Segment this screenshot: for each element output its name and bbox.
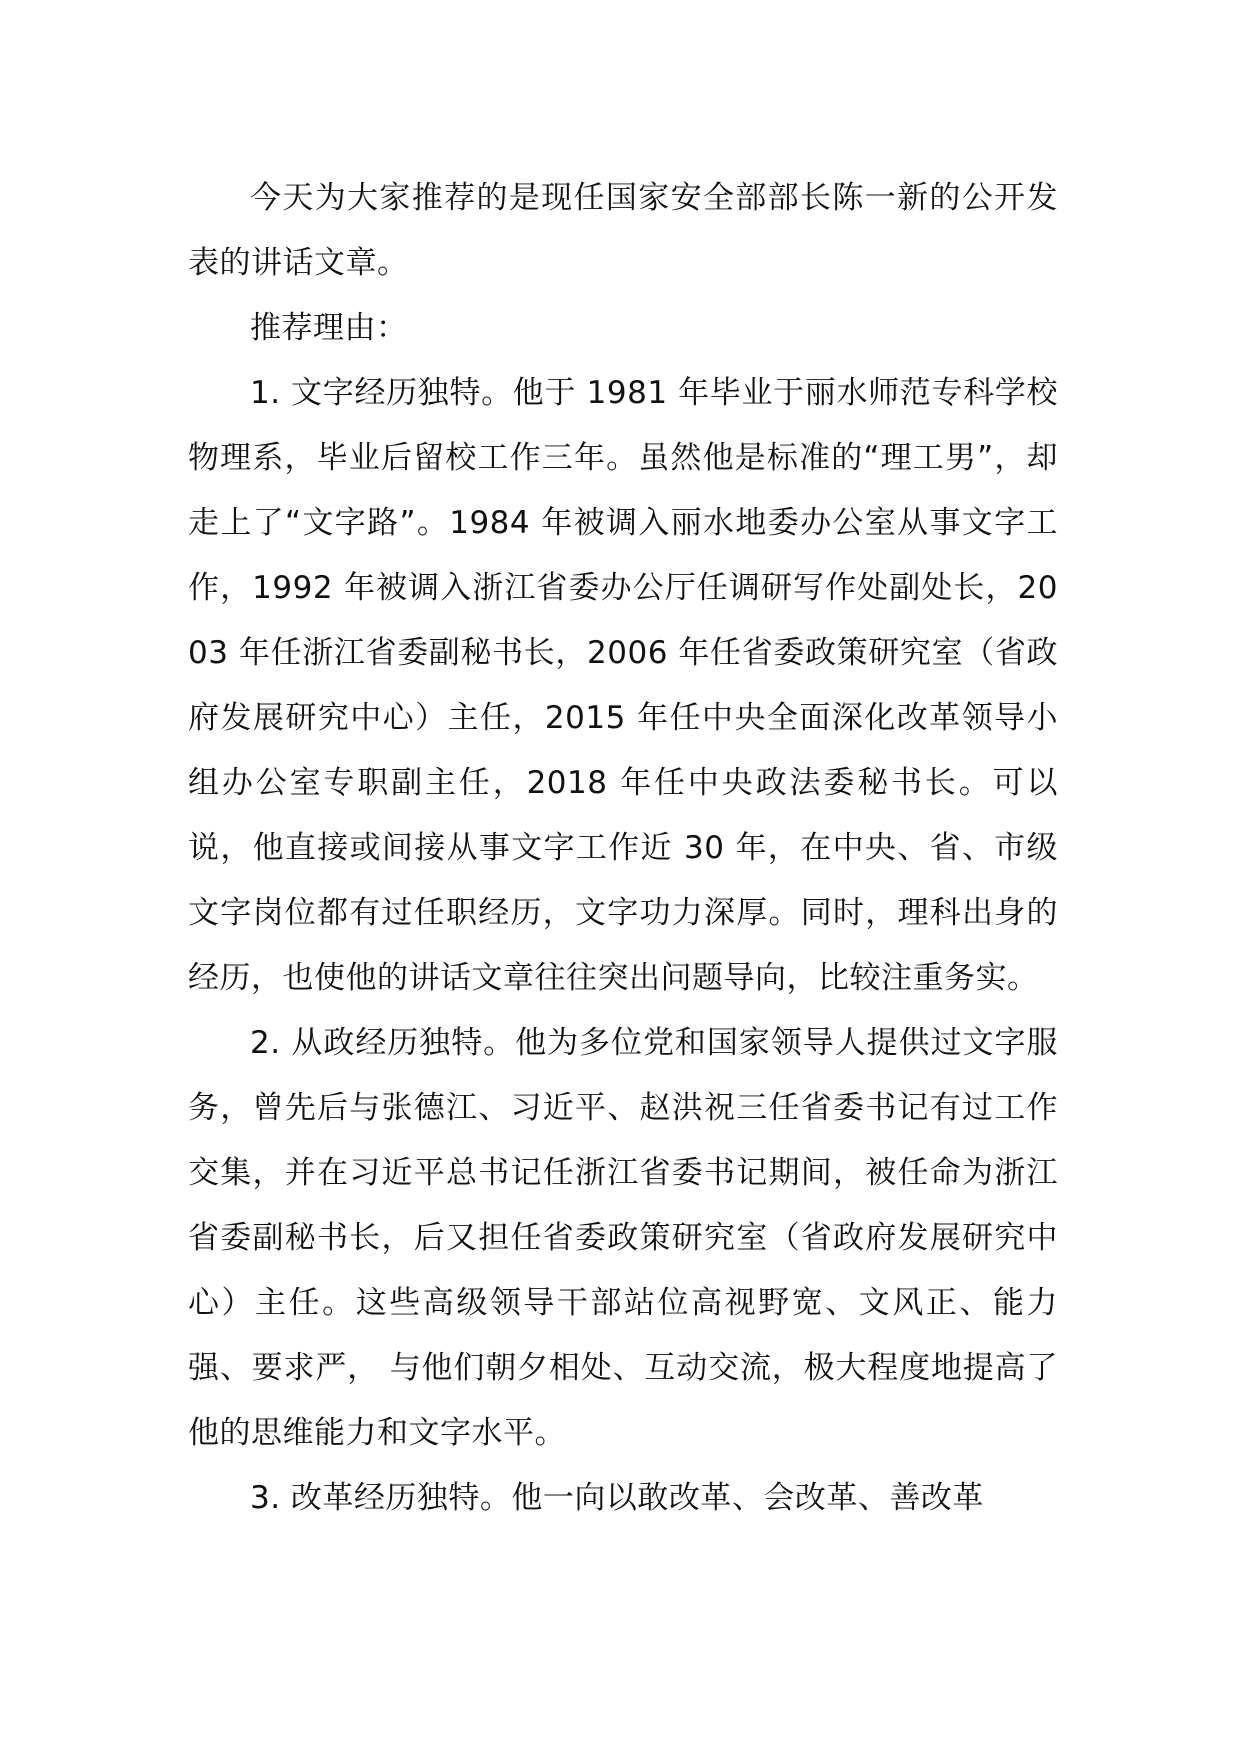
document-body	[188, 166, 1058, 1531]
reason-paragraph-1: 1. 文字经历独特。他于 1981 年毕业于丽水师范专科学校物理系，毕业后留校工作三年。虽然他是标准的“理工男”，却走上了“文字路”。1984 年被调入丽水地委办公室从事文字工作，1992 年被调入浙江省委办公厅任调研写作处副处长，2003 年任浙江省委副秘书长，2006 年任省委政策研究室（省政府发展研究中心）主任，2015 年任中央全面深化改革领导小组办公室专职副主任，2018 年任中央政法委秘书长。可以说，他直接或间接从事文字工作近 30 年，在中央、省、市级文字岗位都有过任职经历，文字功力深厚。同时，理科出身的经历，也使他的讲话文章往往突出问题导向，比较注重务实。	[188, 375, 1058, 996]
reason-paragraph-3: 3. 改革经历独特。他一向以敢改革、会改革、善改革	[250, 1480, 984, 1516]
reason-paragraph-2: 2. 从政经历独特。他为多位党和国家领导人提供过文字服务，曾先后与张德江、习近平、赵洪祝三任省委书记有过工作交集，并在习近平总书记任浙江省委书记期间，被任命为浙江省委副秘书长，后又担任省委政策研究室（省政府发展研究中心）主任。这些高级领导干部站位高视野宽、文风正、能力强、要求严， 与他们朝夕相处、互动交流，极大程度地提高了他的思维能力和文字水平。	[188, 1025, 1058, 1451]
intro-paragraph: 今天为大家推荐的是现任国家安全部部长陈一新的公开发表的讲话文章。	[188, 180, 1058, 281]
reasons-heading: 推荐理由：	[250, 310, 408, 346]
